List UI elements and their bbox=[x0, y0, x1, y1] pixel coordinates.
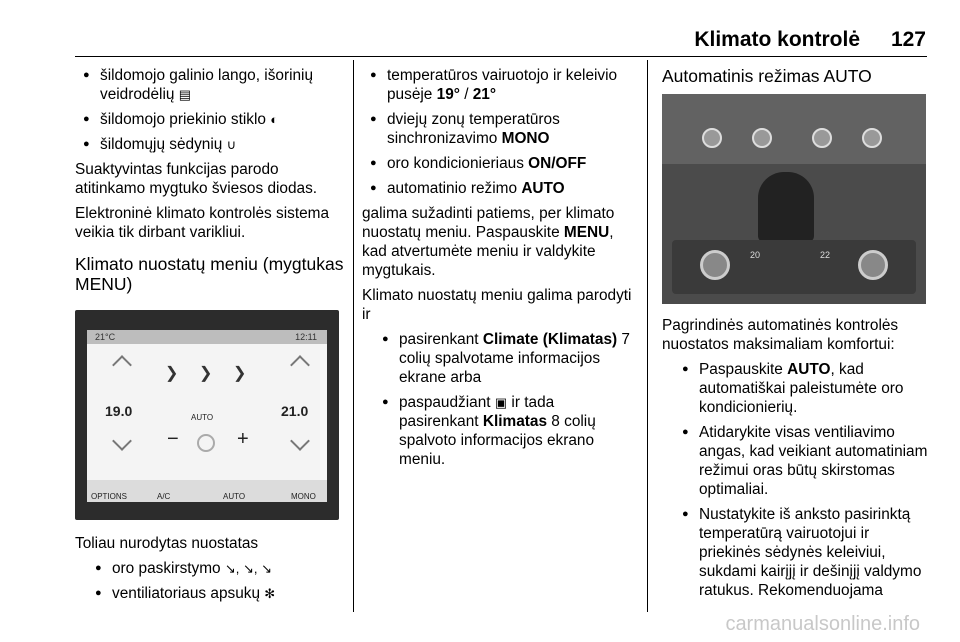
fan-icon bbox=[197, 434, 215, 452]
list-item: ● ventiliatoriaus apsukų ✻ bbox=[87, 584, 345, 603]
paragraph: galima sužadinti patiems, per klimato nuostatų meniu. Paspauskite MENU, kad atvertumėte meniu ir valdykite mygtukais. bbox=[362, 205, 615, 279]
temperature-knob bbox=[858, 250, 888, 280]
switch-icon bbox=[812, 128, 832, 148]
column-2 bbox=[362, 66, 638, 475]
temp-left: 19.0 bbox=[105, 403, 133, 419]
paragraph: Klimato nuostatų meniu galima parodyti ir bbox=[362, 287, 632, 323]
chevron-down-icon bbox=[290, 431, 310, 451]
list-item: ● automatinio režimo AUTO bbox=[362, 179, 638, 198]
outside-temp: 21°C bbox=[95, 332, 116, 342]
fan-icon: ✻ bbox=[264, 586, 276, 601]
mode-label: AUTO bbox=[191, 413, 214, 422]
clock: 12:11 bbox=[295, 332, 317, 342]
temperature-knob bbox=[700, 250, 730, 280]
gear-shifter bbox=[758, 172, 814, 242]
column-1 bbox=[75, 66, 345, 609]
chevron-up-icon bbox=[112, 355, 132, 375]
display-left: 20 bbox=[750, 250, 761, 260]
car-menu-icon: ▣ bbox=[494, 395, 508, 410]
page-header bbox=[0, 28, 960, 52]
paragraph: Pagrindinės automatinės kontrolės nuostatos maksimaliam komfortui: bbox=[662, 317, 899, 353]
list-item: ● dviejų zonų temperatūros sinchronizavimo MONO bbox=[362, 110, 638, 148]
climate-control-photo bbox=[662, 94, 926, 304]
list-item: ● šildomojo priekinio stiklo ◐ bbox=[75, 110, 345, 129]
list-item: ● šildomojo galinio lango, išorinių veidrodėlių ▤ bbox=[75, 66, 345, 104]
fan-plus: + bbox=[237, 428, 249, 450]
section-heading: Automatinis režimas AUTO bbox=[662, 66, 872, 86]
switch-icon bbox=[862, 128, 882, 148]
list-item: ● oro kondicionieriaus ON/OFF bbox=[362, 154, 638, 173]
chevron-down-icon bbox=[112, 431, 132, 451]
list-item: ● paspaudžiant ▣ ir tada pasirenkant Klimatas 8 colių spalvoto informacijos ekrano meniu. bbox=[374, 393, 638, 469]
column-divider-2 bbox=[647, 60, 648, 612]
page-number: 127 bbox=[890, 28, 926, 51]
seat-heat-icon: ∪ bbox=[226, 137, 237, 152]
display-right: 22 bbox=[820, 250, 831, 260]
paragraph: Suaktyvintas funkcijas parodo atitinkamo mygtuko šviesos diodas. bbox=[75, 161, 318, 197]
list-item: ● Nustatykite iš anksto pasirinktą temperatūrą vairuotojui ir priekinės sėdynės keleiviui, sukdami kairįjį ir dešinįjį valdymo ratukus. Rekomenduojama bbox=[674, 505, 928, 600]
windscreen-heat-icon: ◐ bbox=[270, 112, 279, 127]
column-3 bbox=[662, 66, 928, 606]
paragraph: Elektroninė klimato kontrolės sistema veikia tik dirbant varikliui. bbox=[75, 205, 330, 241]
list-item: ● Atidarykite visas ventiliavimo angas, kad veikiant automatiniam režimui oras būtų skirstomas optimaliai. bbox=[674, 423, 928, 499]
air-distribution-icon: ❯ bbox=[199, 365, 213, 382]
air-distribution-icon: ↘, ↘, ↘ bbox=[224, 561, 273, 576]
climate-screen-image bbox=[75, 310, 339, 520]
list-item: ● šildomųjų sėdynių ∪ bbox=[75, 135, 345, 154]
list-item: ● oro paskirstymo ↘, ↘, ↘ bbox=[87, 559, 345, 578]
page-title: Klimato kontrolė bbox=[694, 28, 860, 51]
climate-panel bbox=[672, 240, 916, 294]
fan-minus: − bbox=[167, 428, 179, 450]
header-rule bbox=[75, 56, 927, 57]
watermark: carmanualsonline.info bbox=[725, 613, 920, 635]
switch-icon bbox=[752, 128, 772, 148]
chevron-up-icon bbox=[290, 355, 310, 375]
column-divider-1 bbox=[353, 60, 354, 612]
section-heading: Klimato nuostatų meniu (mygtukas MENU) bbox=[75, 254, 344, 294]
temp-right: 21.0 bbox=[281, 403, 309, 419]
air-distribution-icon: ❯ bbox=[165, 365, 179, 382]
rear-window-heat-icon: ▤ bbox=[178, 87, 192, 102]
air-distribution-icon: ❯ bbox=[233, 365, 247, 382]
screen-bottom-bar: OPTIONS A/C AUTO MONO bbox=[87, 480, 327, 502]
switch-icon bbox=[702, 128, 722, 148]
list-item: ● Paspauskite AUTO, kad automatiškai paleistumėte oro kondicionierių. bbox=[674, 360, 928, 417]
list-item: ● temperatūros vairuotojo ir keleivio pusėje 19° / 21° bbox=[362, 66, 638, 104]
list-item: ● pasirenkant Climate (Klimatas) 7 colių spalvotame informacijos ekrane arba bbox=[374, 330, 638, 387]
paragraph: Toliau nurodytas nuostatas bbox=[75, 535, 259, 552]
